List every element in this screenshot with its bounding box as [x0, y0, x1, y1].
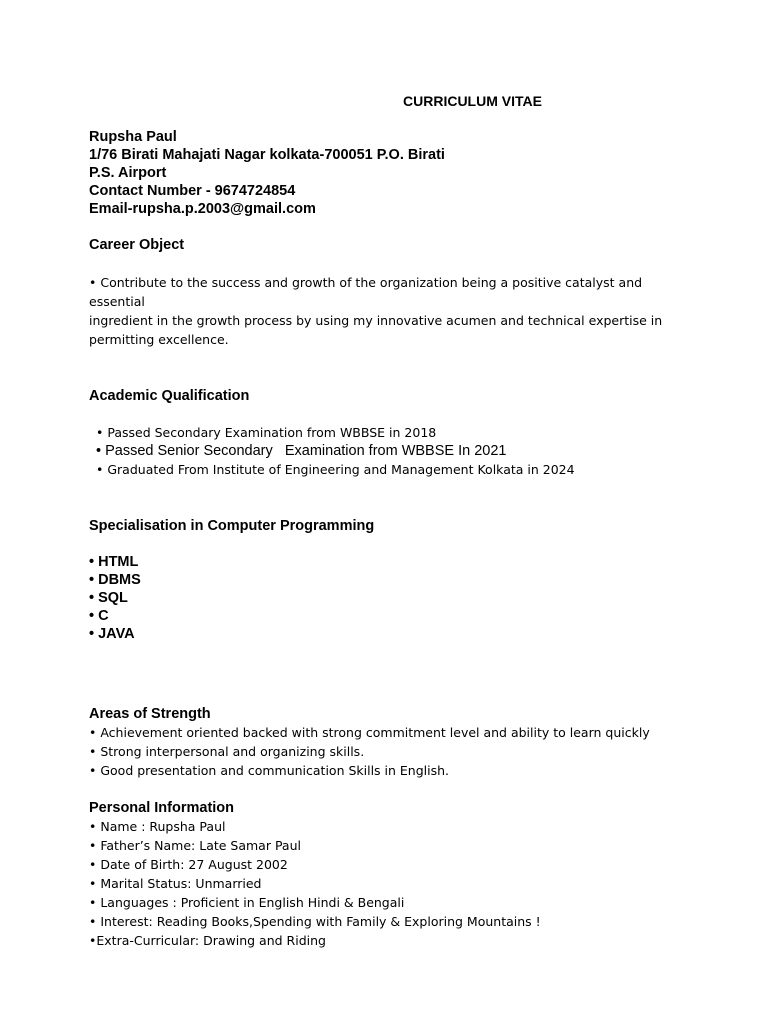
strength-heading: Areas of Strength [89, 706, 211, 722]
contact-name: Rupsha Paul [89, 129, 177, 145]
personal-item: • Languages : Proficient in English Hindi & Bengali [89, 895, 405, 910]
personal-item: • Interest: Reading Books,Spending with Family & Exploring Mountains ! [89, 914, 541, 929]
personal-item: • Name : Rupsha Paul [89, 819, 226, 834]
personal-item: • Date of Birth: 27 August 2002 [89, 857, 288, 872]
academic-item: • Passed Senior Secondary Examination from WBBSE In 2021 [96, 443, 507, 459]
personal-item: • Marital Status: Unmarried [89, 876, 262, 891]
contact-address: 1/76 Birati Mahajati Nagar kolkata-700051 P.O. Birati [89, 147, 445, 163]
academic-item: • Passed Secondary Examination from WBBSE in 2018 [96, 425, 437, 440]
specialisation-heading: Specialisation in Computer Programming [89, 518, 375, 534]
contact-block [89, 128, 445, 218]
personal-list [89, 817, 541, 950]
strength-item: • Strong interpersonal and organizing skills. [89, 744, 365, 759]
career-line: permitting excellence. [89, 332, 229, 347]
academic-item: • Graduated From Institute of Engineering and Management Kolkata in 2024 [96, 462, 575, 477]
skill-item: • HTML [89, 554, 139, 570]
contact-ps: P.S. Airport [89, 165, 167, 181]
career-line: • Contribute to the success and growth of the organization being a positive catalyst and [89, 275, 643, 290]
personal-item: •Extra-Curricular: Drawing and Riding [89, 933, 326, 948]
personal-item: • Father’s Name: Late Samar Paul [89, 838, 301, 853]
career-text [89, 273, 662, 349]
skills-list [89, 553, 141, 643]
skill-item: • C [89, 608, 109, 624]
skill-item: • JAVA [89, 626, 135, 642]
document-title: CURRICULUM VITAE [403, 93, 542, 109]
career-line: ingredient in the growth process by using my innovative acumen and technical expertise in [89, 313, 663, 328]
contact-phone: Contact Number - 9674724854 [89, 183, 296, 199]
skill-item: • SQL [89, 590, 128, 606]
career-line: essential [89, 294, 145, 309]
strength-item: • Good presentation and communication Skills in English. [89, 763, 450, 778]
contact-email: Email-rupsha.p.2003@gmail.com [89, 201, 316, 217]
academic-heading: Academic Qualification [89, 388, 250, 404]
academic-list [96, 423, 575, 479]
skill-item: • DBMS [89, 572, 141, 588]
strength-list [89, 723, 650, 780]
career-heading: Career Object [89, 237, 185, 253]
strength-item: • Achievement oriented backed with strong commitment level and ability to learn quickly [89, 725, 650, 740]
personal-heading: Personal Information [89, 800, 235, 816]
